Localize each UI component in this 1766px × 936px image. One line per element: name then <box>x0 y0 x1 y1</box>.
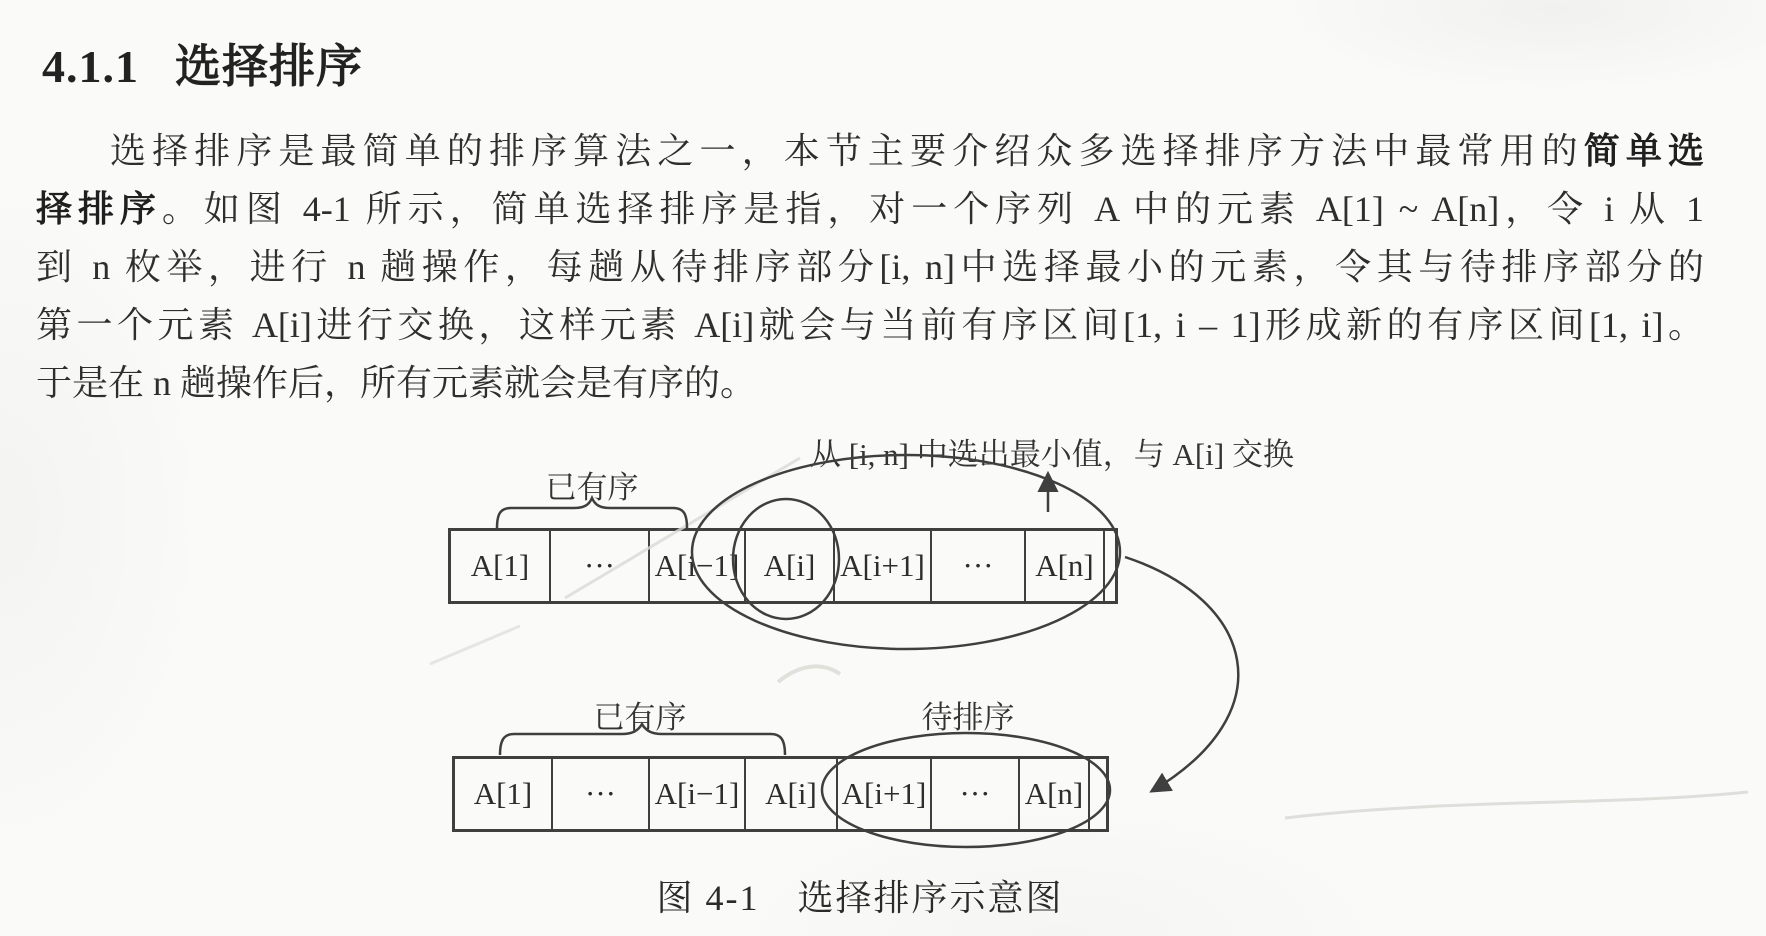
label-sorted-top: 已有序 <box>545 470 639 505</box>
text-segment: 。如图 4-1 所示，简单选择排序是指，对一个序列 A 中的元素 A[1] ~ A[n]，令 i 从 1 <box>161 189 1704 229</box>
array-cell: ··· <box>930 531 1024 601</box>
scan-smudge-artifact <box>778 666 840 682</box>
text-segment: 于是在 n 趟操作后，所有元素就会是有序的。 <box>36 363 757 403</box>
label-sorted-bottom: 已有序 <box>593 700 687 735</box>
array-cell: A[1] <box>473 776 533 811</box>
bold-term: 简单选 <box>1583 131 1704 171</box>
array-cell: A[n] <box>1024 531 1103 601</box>
body-text-line <box>36 238 1704 296</box>
array-cell: ··· <box>549 531 648 601</box>
array-bottom <box>452 756 1109 832</box>
array-cell: A[i−1] <box>648 759 744 829</box>
section-heading <box>42 30 363 96</box>
array-cell: A[n] <box>1018 759 1088 829</box>
array-cell: A[i+1] <box>833 531 930 601</box>
array-cell-sliver <box>1103 531 1115 601</box>
array-cell: A[1] <box>470 548 530 583</box>
array-cell: ··· <box>551 759 648 829</box>
body-paragraph <box>36 122 1704 412</box>
array-cell: A[i+1] <box>836 759 930 829</box>
scan-curve-artifact <box>1285 792 1748 818</box>
label-unsorted-bottom: 待排序 <box>921 700 1015 735</box>
text-segment: 第一个元素 A[i]进行交换，这样元素 A[i]就会与当前有序区间[1, i – 1]形成新的有序区间[1, i]。 <box>36 305 1704 345</box>
array-cell: A[i−1] <box>648 531 744 601</box>
body-text-line <box>36 122 1704 180</box>
body-text-line <box>36 354 1704 412</box>
section-title: 选择排序 <box>175 41 363 92</box>
figure-annotation: 从 [i, n] 中选出最小值，与 A[i] 交换 <box>810 437 1294 472</box>
array-cell: A[i] <box>744 759 836 829</box>
array-cell-sliver <box>1088 759 1106 829</box>
array-cell: A[i] <box>744 531 833 601</box>
arrow-curved-next-round <box>1125 557 1238 791</box>
array-cell: ··· <box>930 759 1018 829</box>
text-segment: 选择排序是最简单的排序算法之一，本节主要介绍众多选择排序方法中最常用的 <box>110 131 1584 171</box>
section-number: 4.1.1 <box>42 41 139 92</box>
body-text-line <box>36 296 1704 354</box>
figure-caption: 图 4-1 选择排序示意图 <box>656 878 1064 918</box>
bold-term: 择排序 <box>36 189 162 229</box>
text-segment: 到 n 枚举，进行 n 趟操作，每趟从待排序部分[i, n]中选择最小的元素，令其与待排序部分的 <box>36 247 1704 287</box>
array-top <box>448 528 1118 604</box>
scan-scratch-artifact-2 <box>430 626 520 664</box>
body-text-line <box>36 180 1704 238</box>
